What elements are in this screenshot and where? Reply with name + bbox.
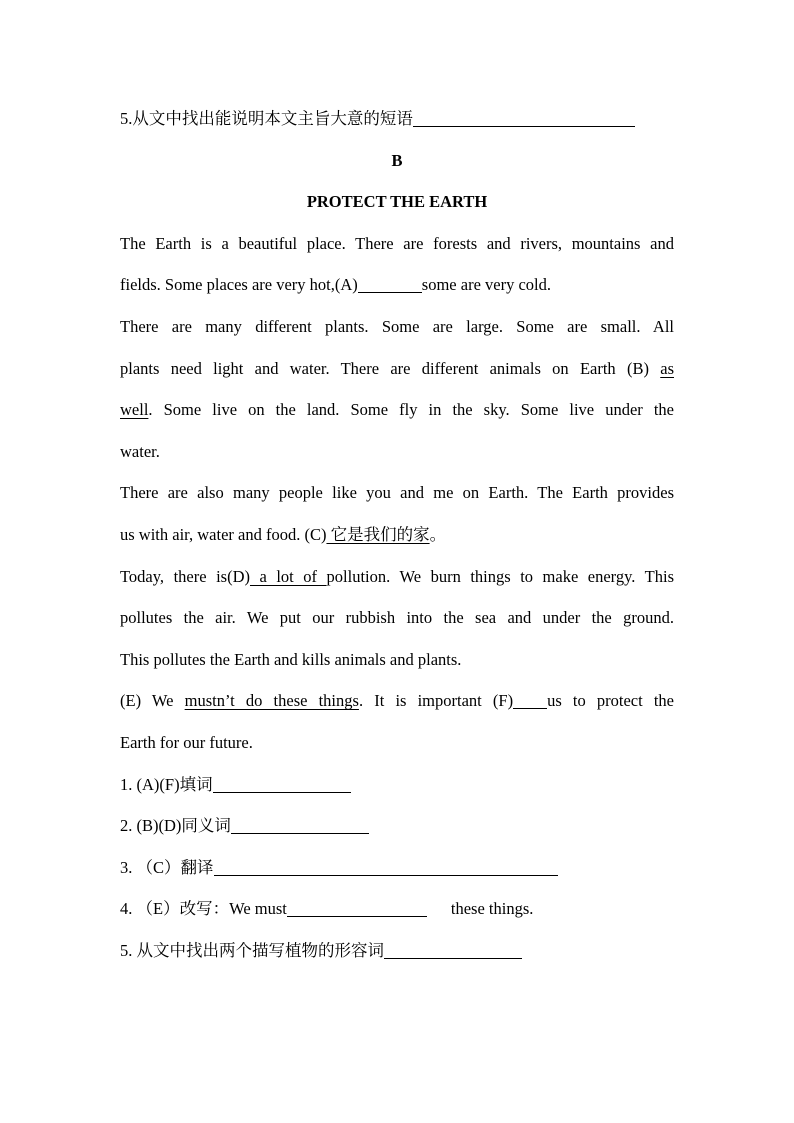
paragraph-5-line-1: (E) We mustn’t do these things. It is important (F) us to protect the: [120, 691, 674, 711]
paragraph-1-line-1: The Earth is a beautiful place. There are forests and rivers, mountains and: [120, 233, 674, 253]
underlined-c: 它是我们的家: [326, 524, 430, 544]
passage-title: PROTECT THE EARTH: [306, 192, 488, 212]
answer-blank: [287, 898, 427, 917]
previous-question-5: 5.从文中找出能说明本文主旨大意的短语: [120, 98, 674, 140]
paragraph-2-line-4: water.: [120, 441, 160, 461]
paragraph-5-line-2: Earth for our future.: [120, 732, 253, 752]
paragraph-2-line-2: plants need light and water. There are different animals on Earth (B) as: [120, 358, 674, 378]
paragraph-2-line-3: well. Some live on the land. Some fly in the sky. Some live under the: [120, 400, 674, 420]
underlined-b-cont: well: [120, 400, 149, 420]
question-3: 3. （C）翻译: [120, 847, 674, 889]
question-2: 2. (B)(D)同义词: [120, 805, 674, 847]
question-5: 5. 从文中找出两个描写植物的形容词: [120, 930, 674, 972]
paragraph-3-line-1: There are also many people like you and me on Earth. The Earth provides: [120, 483, 674, 503]
underlined-b: as: [660, 358, 674, 378]
question-1: 1. (A)(F)填词: [120, 764, 674, 806]
answer-blank: [384, 940, 522, 959]
section-letter: B: [391, 150, 403, 170]
blank-a: [358, 274, 422, 293]
underlined-d: a lot of: [249, 566, 327, 586]
blank-f: [513, 690, 547, 709]
paragraph-1-line-2: fields. Some places are very hot,(A) some are very cold.: [120, 275, 551, 295]
answer-blank: [213, 774, 351, 793]
paragraph-3-line-2: us with air, water and food. (C) 它是我们的家。: [120, 524, 447, 544]
answer-blank: [231, 815, 369, 834]
answer-blank: [413, 108, 635, 127]
paragraph-4-line-3: This pollutes the Earth and kills animals and plants.: [120, 649, 462, 669]
worksheet-page: [120, 98, 674, 971]
paragraph-2-line-1: There are many different plants. Some are large. Some are small. All: [120, 316, 674, 336]
paragraph-4-line-2: pollutes the air. We put our rubbish into the sea and under the ground.: [120, 608, 674, 628]
answer-blank: [214, 857, 558, 876]
paragraph-4-line-1: Today, there is(D) a lot of pollution. We burn things to make energy. This: [120, 566, 674, 586]
question-4: 4. （E）改写：We must these things.: [120, 899, 534, 919]
underlined-e: mustn’t do these things: [184, 691, 359, 711]
